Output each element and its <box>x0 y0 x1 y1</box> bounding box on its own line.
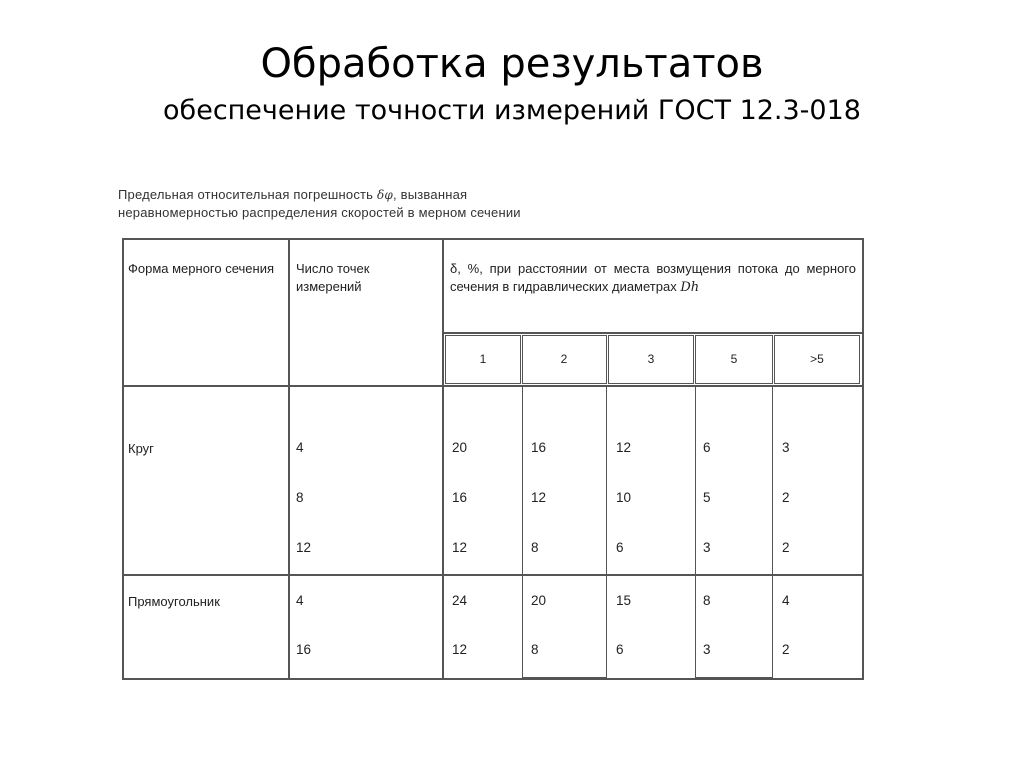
header-points: Число точек измерений <box>296 261 370 294</box>
row5-v1: 12 <box>452 642 468 657</box>
row5-points: 16 <box>296 642 312 657</box>
row4-v3: 15 <box>616 593 632 608</box>
row-shape-rectangle: Прямоугольник <box>128 594 220 609</box>
row4-points: 4 <box>296 593 304 608</box>
row3-v1: 12 <box>452 540 468 555</box>
row1-points: 4 <box>296 440 304 455</box>
row-shape-circle: Круг <box>128 441 154 456</box>
row3-v5: 2 <box>782 540 790 555</box>
table-caption <box>118 186 521 222</box>
distance-5: >5 <box>810 352 824 366</box>
caption-line2: неравномерностью распределения скоростей в мерном сечении <box>118 205 521 220</box>
header-delta: δ, %, при расстоянии от места возмущения потока до мерного сечения в гидравлических диаметрах Dh <box>450 261 856 295</box>
table-border-left <box>122 238 124 680</box>
caption-line1-end: , вызванная <box>393 187 468 202</box>
header-delta-symbol: Dh <box>680 280 700 295</box>
data-column-box-4 <box>695 386 773 678</box>
scanned-table <box>112 180 872 680</box>
row2-points: 8 <box>296 490 304 505</box>
col-divider-2 <box>442 238 444 680</box>
row2-v2: 12 <box>531 490 547 505</box>
distance-2: 2 <box>560 352 568 366</box>
slide-title <box>0 38 1024 132</box>
row5-v4: 3 <box>703 642 711 657</box>
row1-v1: 20 <box>452 440 468 455</box>
row1-v4: 6 <box>703 440 711 455</box>
row2-v4: 5 <box>703 490 711 505</box>
row5-v2: 8 <box>531 642 539 657</box>
caption-line1: Предельная относительная погрешность <box>118 187 374 202</box>
row1-v3: 12 <box>616 440 632 455</box>
header-shape: Форма мерного сечения <box>128 261 275 276</box>
page-subtitle: обеспечение точности измерений ГОСТ 12.3-018 <box>163 95 861 126</box>
row5-v3: 6 <box>616 642 624 657</box>
row2-v5: 2 <box>782 490 790 505</box>
row2-v3: 10 <box>616 490 632 505</box>
row1-v2: 16 <box>531 440 547 455</box>
row3-v2: 8 <box>531 540 539 555</box>
caption-symbol: δφ <box>376 188 393 202</box>
distance-1: 1 <box>479 352 487 366</box>
data-column-box-2 <box>522 386 607 678</box>
table-border-bottom <box>122 678 863 680</box>
row3-points: 12 <box>296 540 312 555</box>
table-border-right <box>862 238 864 680</box>
row4-v1: 24 <box>452 593 468 608</box>
row4-v2: 20 <box>531 593 547 608</box>
row4-v4: 8 <box>703 593 711 608</box>
table-border-top <box>122 238 863 240</box>
header-divider <box>442 332 863 334</box>
distance-3: 3 <box>647 352 655 366</box>
distance-4: 5 <box>730 352 738 366</box>
row1-v5: 3 <box>782 440 790 455</box>
row2-v1: 16 <box>452 490 468 505</box>
col-divider-1 <box>288 238 290 680</box>
row4-v5: 4 <box>782 593 790 608</box>
row3-v3: 6 <box>616 540 624 555</box>
page-title: Обработка результатов <box>260 41 764 87</box>
row3-v4: 3 <box>703 540 711 555</box>
row5-v5: 2 <box>782 642 790 657</box>
